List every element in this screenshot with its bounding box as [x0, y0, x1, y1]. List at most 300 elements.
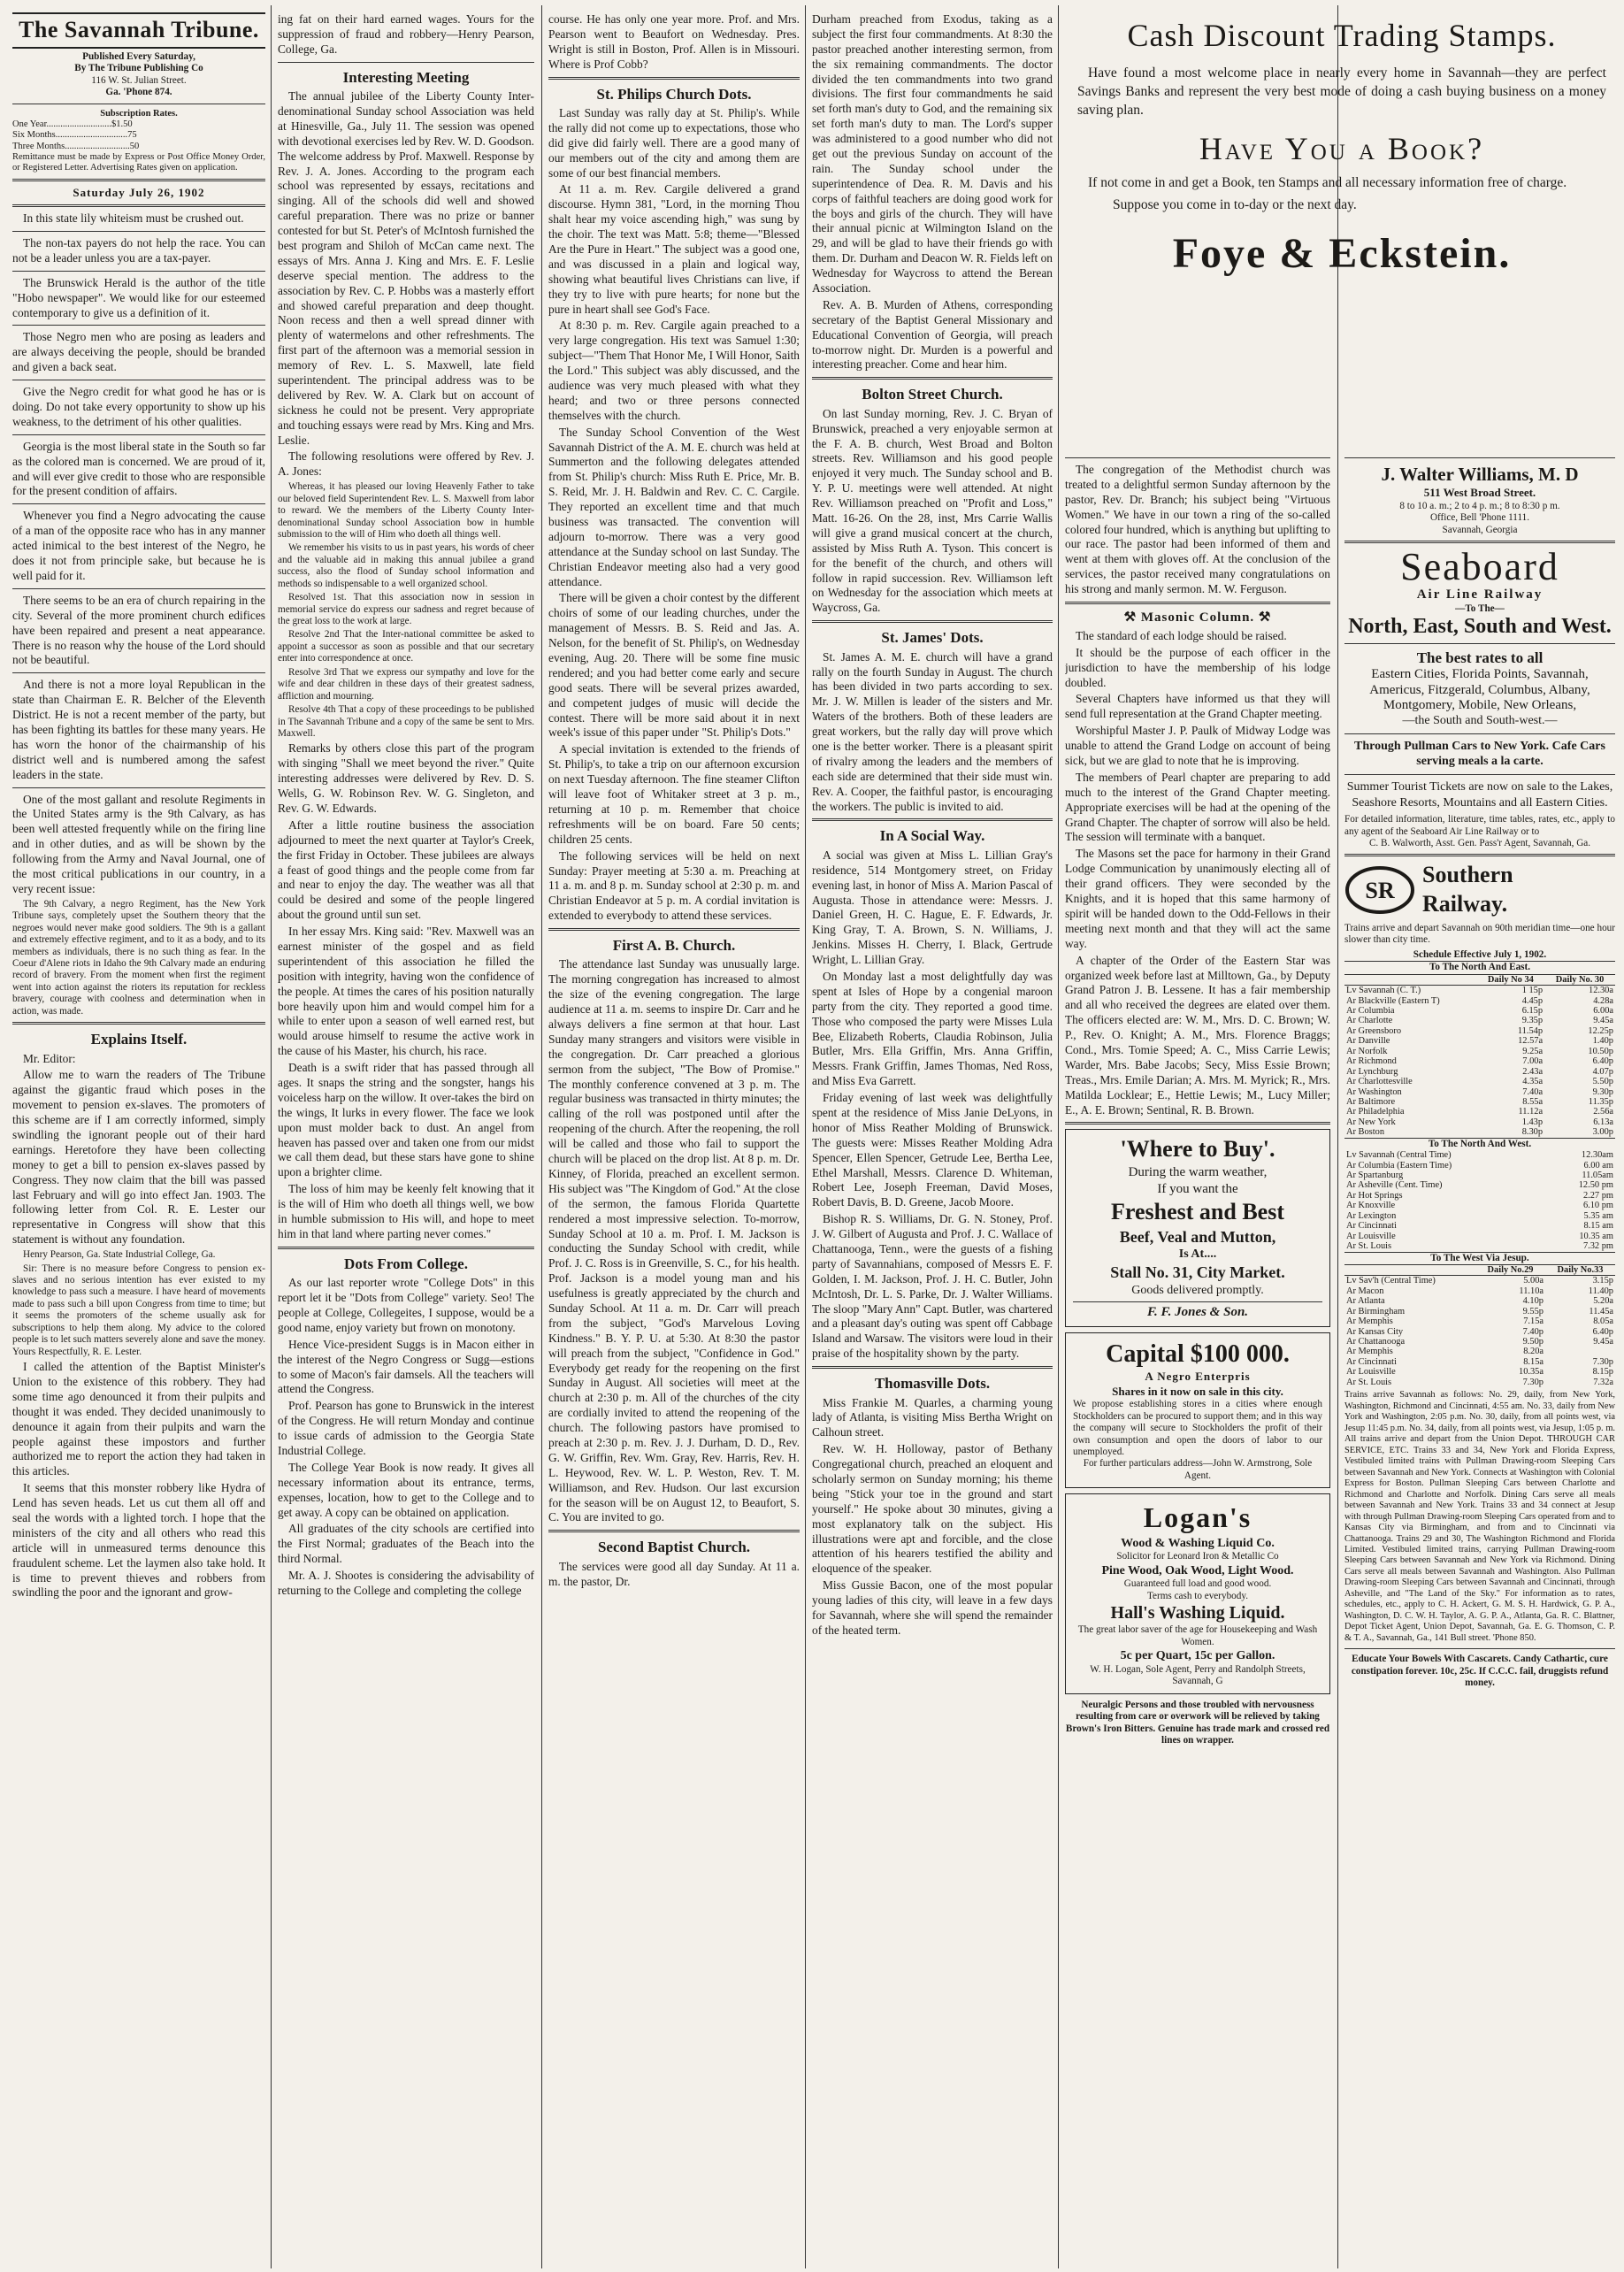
article-paragraph: The members of Pearl chapter are preparing to add much to the interest of the Grand Chapter meeting. Appropriate exercises will be had at the opening of the Grand Chapter. The chapter of sorrow will also be held. The session will terminate with a banquet. [1065, 770, 1330, 844]
editorial-paragraph: One of the most gallant and resolute Regiments in the United States army is the 9th Calvary, as has been well attested frequently while on the firing line and in other duties, and as will be shown by the following from the Army and Naval Journal, one of the most critical publications in our country, in a very recent issue: [12, 792, 265, 895]
schedule-time: 7.30p [1522, 1377, 1544, 1387]
article-paragraph: At 8:30 p. m. Rev. Cargile again preached to a very large congregation. His text was Samuel 1:30; subject—"Them That Honor Me, I Will Honor, Saith the Lord." This subject was ably discussed, and the audience was very much pleased with what they heard; and two or three persons connected themselves with the church. [548, 319, 800, 422]
schedule-table-west [1344, 1264, 1615, 1387]
southern-head: Southern [1422, 862, 1513, 888]
schedule-station: Ar Hot Springs [1346, 1190, 1403, 1201]
article-paragraph: Friday evening of last week was delightfully spent at the residence of Miss Janie DeLyons, in honor of Miss Reather Molding of Brunswick. The guests were: Misses Reather Molding Adra Spencer, Ellen Spencer, Getrude Lee, Bertha Lee, Ethel Marshall, Messrs. Clarence D. Whiteman, Robert Lee, Joseph Freeman, David Moses, Robert Davis, B. D. Greene, Jacob Moore. [812, 1091, 1053, 1209]
schedule-time: 9.25a [1522, 1046, 1544, 1056]
article-paragraph: Bishop R. S. Williams, Dr. G. N. Stoney, Prof. J. W. Gilbert of Augusta and Prof. J. C. Wallace of Chattanooga, Tenn., were the guests of a fishing party of Savannahians, composed of Messrs E. F. Golden, I. M. Jackson, Prof. J. H. C. Butler, John McIntosh, Dr. L. S. Parke, Dr. J. Walter Williams. The sloop "Mary Ann" Capt. Butler, was chartered and a pleasant day's outing was spent off Cabbage Island and Warsaw. The visitors were loud in their praise of the hospitality shown by the party. [812, 1212, 1053, 1361]
masthead-published: Published Every Saturday, [82, 50, 195, 62]
schedule-row [1344, 1016, 1615, 1025]
schedule-row [1344, 1221, 1615, 1231]
section-heading: Interesting Meeting [342, 68, 470, 86]
schedule-time: 2.56a [1593, 1107, 1613, 1117]
schedule-time: 6.40p [1592, 1056, 1613, 1067]
column-rule [271, 5, 272, 2268]
masonic-compass-icon: ⚒ [1254, 610, 1272, 626]
section-heading: First A. B. Church. [612, 937, 736, 955]
schedule-row [1344, 1047, 1615, 1056]
resolution-text: Whereas, it has pleased our loving Heavenly Father to take our beloved field Superintendent Rev. L. S. Maxwell from labor to reward. We the members of the Liberty County Inter-denominational Sunday school Association bow in humble submission to the will of Him who doeth all things well. [278, 481, 534, 540]
article-paragraph: Several Chapters have informed us that they will send full representation at the Grand Chapter meeting. [1065, 692, 1330, 721]
schedule-time: 4.10p [1522, 1296, 1544, 1307]
resolution-text: Resolved 1st. That this association now in session in memorial service do express our sadness and regret because of the great loss to the work at large. [278, 592, 534, 627]
schedule-time: 3.00p [1592, 1127, 1613, 1138]
ad-line: Terms cash to everybody. [1146, 1590, 1249, 1601]
article-paragraph: All graduates of the city schools are certified into the First Normal; graduates of the Beach into the third Normal. [278, 1522, 534, 1566]
schedule-station: Ar Louisville [1346, 1367, 1396, 1378]
schedule-time: 11.40p [1588, 1286, 1613, 1296]
article-paragraph: A social was given at Miss L. Lillian Gray's residence, 514 Montgomery street, on Friday evening last, in honor of Miss A. Marion Pascal of Augusta. Those in attendance were: Messrs. J. Daniel Green, H. C. Hague, E. F. Edwards, Jr. King Gray, T. A. Brown, S. N. Williams, J. Jenkins. Misses H. Cherry, I. Black, Gertrude Wright, L. Lillian Gray. [812, 848, 1053, 967]
rate-note: Remittance must be made by Express or Post Office Money Order, or Registered Letter. Advertising Rates given on application. [12, 152, 265, 173]
schedule-time: 9.35p [1521, 1016, 1544, 1026]
schedule-station: Ar Greensboro [1346, 1025, 1402, 1036]
masthead-phone: Ga. 'Phone 874. [105, 87, 172, 98]
schedule-station: Ar Columbia (Eastern Time) [1346, 1160, 1452, 1171]
army-journal-quote: The 9th Calvary, a negro Regiment, has the New York Tribune says, completely upset the Southern theory that the negroes would never make good soldiers. The 9th is a gallant and extremely effective regiment, and to it as a body, and to its members as individuals, there is no such thing as fear. In the Coeur d'Alene riots in Idaho the 9th Calvary made an enduring record of bravery. From the moment when first the regiment went into action against the rioters its reputation for reckless bravery, courage with coolness and determination when in action, was made. [12, 898, 265, 1017]
article-paragraph: Mr. Editor: [23, 1051, 76, 1065]
southern-header [1344, 861, 1615, 919]
schedule-station: Ar Charlotte [1346, 1016, 1393, 1026]
schedule-section-heading: To The North And East. [1344, 961, 1615, 973]
article-paragraph: It should be the purpose of each officer in the jurisdiction to have the membership of his lodge doubled. [1065, 645, 1330, 689]
rate-line: Six Months...............................75 [12, 130, 137, 141]
column-5 [1065, 453, 1330, 2263]
schedule-row [1344, 1191, 1615, 1201]
seaboard-tourist: Summer Tourist Tickets are now on sale to the Lakes, Seashore Resorts, Mountains and all Eastern Cities. [1346, 779, 1613, 810]
article-paragraph: The following services will be held on next Sunday: Prayer meeting at 5:30 a. m. Preaching at 11 a. m. and 8 p. m. Sunday school at 2:30 p. m. and Christian Endeavor at 5 p. m. A cordial invitation is extended to everybody to attend these services. [548, 848, 800, 923]
ad-firm: F. F. Jones & Son. [1073, 1301, 1322, 1321]
ad-heading: Hall's Washing Liquid. [1110, 1603, 1285, 1623]
schedule-row [1344, 1087, 1615, 1097]
article-paragraph: In her essay Mrs. King said: "Rev. Maxwell was an earnest minister of the gospel and as field superintendent of this association he filled the position with integrity, having won the confidence of the people. At times the cares of his position naturally bore heavily upon him and would compel him for a while to enter upon a season of well earned rest, but would arouse himself to resume the active work in the cause of his Master, his church, his race. [278, 925, 534, 1058]
article-paragraph: Rev. W. H. Holloway, pastor of Bethany Congregational church, preached an eloquent and scholarly sermon on Sunday morning; his theme being "Stick your toe in the ground and start yourself." He spoke about 30 minutes, giving a most explanatory talk on the subject. His illustrations were apt and forcible, and the close attention of his hearers testified the ability and eloquence of the speaker. [812, 1442, 1053, 1576]
article-paragraph: The attendance last Sunday was unusually large. The morning congregation has increased to almost the size of the evening congregation. The large audience at 11 a. m. seems to inspire Dr. Carr and he always delivers a fine sermon at that hour. Last Sunday many strangers and visitors were visible in the congregation. Dr. Carr preached a glorious sermon from the subject, "The Bow of Promise." The monthly conference convened at 3 p. m. The regular business was transacted in thirty minutes; the calling of the roll was postponed until after the reopening of the church. After the reopening, the roll will be called and those who fail to support the church will be placed on the drop list. At 8 p. m. Dr. Kinney, of Florida, preached an excellent sermon. His subject was "The Kingdom of God." At the close of the sermon, the famous Florida Quartette rendered a most impressive selection. To-morrow, Sunday School at 10 a. m. Prof. I. M. Jackson is conducting the Sunday School with credit, while Prof. J. C. Ross is in Greenville, S. C., for his health. Prof. Jackson is a model young man and his usefulness is greatly appreciated by the church and Sunday School. At 11 a. m. Dr. Carr will preach from the subject, "God's Marvelous Loving Kindness." B. Y. P. U. at 5:30. At 8:30 the pastor will preach from the subject, "Confidence in God." Everybody get ready for the reopening on the first Sunday in August. All societies will meet at the church at 2:30 p. m. All of the churches of the city are cordially invited to attend the reopening of the church. The following pastors have promised to preach at 2:30 p. m. Rev. J. J. Durham, D. D., Rev. G. W. Griffin, Rev. Wm. Gray, Rev. Harris, Rev. H. L. Heywood, Rev. W. L. P. Weston, Rev. T. M. Williamson, and Rev. Hudson. Our last excursion for the season will be on August 12, to Beaufort, S. C. You are invited to go. [548, 957, 800, 1524]
schedule-station: Ar Richmond [1346, 1056, 1397, 1067]
schedule-table-northwest [1344, 1150, 1615, 1251]
ad-heading: 'Where to Buy'. [1120, 1136, 1275, 1163]
schedule-header-cell [1344, 1264, 1475, 1275]
book-body: Suppose you come in to-day or the next day. [1113, 197, 1357, 213]
article-paragraph: As our last reporter wrote "College Dots" in this report let it be "Dots from College" variety. Seo! The people at College, Collegeites, I suppose, would be a good name, enjoy variety but frown on monotony. [278, 1276, 534, 1334]
schedule-station: Ar Spartanburg [1346, 1171, 1404, 1181]
schedule-row [1344, 1056, 1615, 1066]
article-paragraph: The annual jubilee of the Liberty County Inter-denominational Sunday school Association was held at Hinesville, Ga., July 11. The session was opened with devotional exercises led by Rev. W. D. Goodson. The welcome address by Prof. Maxwell. Response by Rev. J. A. Jones. According to the program each school was represented by essays, recitations and singing. All of the schools did well and showed careful preparation. There was no prize or banner contested for but St. Peter's of McIntosh furnished the best program and Shiloh of McCan came next. The essays of Mrs. Anna J. King and Mrs. E. F. Leslie deserve special mention. The address to the association by Rev. C. P. Hobbs was a masterly effort and showed careful preparation and deep thought. Noon recess and then a well spread dinner with plenty of watermelons and other refreshments. The first part of the afternoon was a memorial session in memory of Rev. L. S. Maxwell, late field superintendent. The principal address was to be delivered by Rev. W. A. Clark but on account of sickness he could not be present. Very appropriate and touching essays were read by Mrs. King and Mrs. Leslie. [278, 89, 534, 447]
schedule-time: 12.25p [1588, 1025, 1613, 1036]
schedule-station: Ar Blackville (Eastern T) [1346, 995, 1440, 1006]
schedule-time: 10.35a [1519, 1367, 1544, 1378]
schedule-station: Ar Cincinnati [1346, 1221, 1397, 1232]
schedule-station: Lv Savannah (Central Time) [1346, 1150, 1452, 1161]
schedule-station: Ar St. Louis [1346, 1241, 1392, 1252]
schedule-time: 8.15p [1592, 1367, 1613, 1378]
book-heading: Have You a Book? [1199, 131, 1485, 167]
schedule-notes: Trains arrive Savannah as follows: No. 29, daily, from New York, Washington, Richmond and Cincinnati, 4:55 am. No. 33, daily from New York and Washington, 2:05 p.m. No. 30, daily, from all points west, via Jesup 11:45 p.m. No. 34, daily, from all points west, via Jesup, 1:05 p. m. All trains arrive and depart from the Union Depot. THROUGH CAR SERVICE, ETC. Trains 33 and 34, New York and Florida Express, Vestibuled limited trains with Pullman Drawing-room Sleeping Cars between Savannah and New York. Connects at Washington with Colonial Express for Boston. Pullman Sleeping Cars between Charlotte and Richmond and Charlotte and Norfolk. Dining Cars serve all meals between Savannah and New York. Trains 33 and 34 connect at Jesup with through Pullman Drawing-room Sleeping Cars operated from and to Kansas City via Birmingham, and from and to Cincinnati via Chattanooga. Trains 29 and 30, The Washington Richmond and Florida Limited. Vestibuled limited trains, carrying Pullman Drawing-room Sleeping Cars between Savannah and New York via Richmond. Dining Cars serve all meals between Savannah and Washington. Also Pullman Drawing-room Sleeping Cars between Savannah and Cincinnati, through Asheville, and "The Land of the Sky." For information as to rates, schedules, etc., apply to C. H. Ackert, G. M. S. H. Hardwick, G. P. A., Washington, D. C. W. H. Taylor, A. G. P. A., Atlanta, Ga. R. C. Blattner, Depot Ticket Agent, Union Depot, Savannah, Ga. E. G. Thomson, C. P. & T. A., Savannah, Ga., 141 Bull street. 'Phone 850. [1344, 1390, 1615, 1643]
schedule-station: Ar Chattanooga [1346, 1337, 1406, 1347]
editorial-paragraph: Those Negro men who are posing as leaders and are always deceiving the people, should be branded and given a back seat. [12, 330, 265, 374]
article-paragraph: The Sunday School Convention of the West Savannah District of the A. M. E. church was held at Summerton and the following delegates attended from St. Philip's church: Miss Ruth E. Price, Mr. B. S. Reid, Mr. J. H. Baldwin and Rev. C. C. Cargile. They reported an excellent time and that much business was transacted. The convention will adjourn to-morrow. There was a very good attendance at the Sunday school on last Sunday. The Christian Endeavor meeting also had a very good attendance. [548, 425, 800, 588]
schedule-row [1344, 1327, 1615, 1337]
schedule-row [1344, 1367, 1615, 1377]
ad-line: Wood & Washing Liquid Co. [1121, 1536, 1275, 1550]
schedule-row [1344, 1296, 1615, 1306]
schedule-time: 8.20a [1523, 1347, 1544, 1357]
schedule-header-cell: Daily No.29 [1475, 1264, 1545, 1275]
schedule-header-cell: Daily No 34 [1477, 974, 1544, 985]
schedule-station: Ar Memphis [1346, 1316, 1393, 1327]
seaboard-title: Seaboard [1400, 545, 1559, 589]
schedule-time: 12.30am [1581, 1150, 1613, 1161]
schedule-time: 6.00 am [1583, 1160, 1613, 1171]
editorial-paragraph: In this state lily whiteism must be crushed out. [23, 211, 244, 226]
schedule-row [1344, 986, 1615, 996]
editorial-paragraph: Georgia is the most liberal state in the South so far as the colored man is concerned. We are proud of it, and will ever give credit to those who are responsible for the present condition of affairs. [12, 439, 265, 498]
editorial-paragraph: Whenever you find a Negro advocating the cause of a man of the opposite race who has in any manner acted inimical to the best interest of the Negro, he does it not from principle sake, but because he is well paid for it. [12, 509, 265, 582]
schedule-station: Ar Washington [1346, 1086, 1402, 1097]
schedule-station: Lv Sav'h (Central Time) [1346, 1276, 1436, 1286]
schedule-header-row [1344, 974, 1615, 985]
column-rule [1058, 5, 1059, 2268]
schedule-row [1344, 1006, 1615, 1016]
schedule-row [1344, 1127, 1615, 1137]
resolution-text: Resolve 4th That a copy of these proceedings to be published in The Savannah Tribune and a copy of the same be sent to Mrs. Maxwell. [278, 704, 534, 739]
ad-line: If you want the [1157, 1182, 1238, 1197]
schedule-row [1344, 1357, 1615, 1367]
schedule-time: 11.54p [1517, 1025, 1544, 1036]
schedule-station: Ar St. Louis [1346, 1377, 1392, 1387]
letter-body: Sir: There is no measure before Congress to pension ex-slaves and no serious intention has ever existed to my knowledge to pass such a measure. I have heard of movements made to pass such a bill upon Congress from time to time; but it seems the promoters of the scheme usually ask for subscriptions to help them along. My advice to the colored people is to let such matters severely alone and save the money. Yours Respectfully, R. E. Lester. [12, 1263, 265, 1357]
column-3 [548, 12, 800, 2263]
schedule-station: Ar Louisville [1346, 1231, 1396, 1241]
schedule-time: 5.35 am [1583, 1210, 1613, 1221]
section-heading: Dots From College. [344, 1255, 468, 1272]
seaboard-to: —To The— [1455, 603, 1505, 615]
seaboard-south: —the South and South-west.— [1402, 714, 1558, 728]
schedule-title: Schedule Effective July 1, 1902. [1413, 948, 1547, 960]
schedule-time: 7.15a [1523, 1316, 1544, 1327]
schedule-time: 2.43a [1522, 1066, 1544, 1077]
schedule-row [1344, 1211, 1615, 1221]
schedule-station: Ar Cincinnati [1346, 1356, 1397, 1367]
ad-line: Is At.... [1178, 1247, 1217, 1262]
ad-line: Goods delivered promptly. [1131, 1283, 1264, 1297]
schedule-time [1545, 1347, 1615, 1356]
schedule-time: 11.45a [1589, 1306, 1613, 1316]
schedule-row [1344, 1171, 1615, 1180]
schedule-time: 5.50p [1592, 1077, 1613, 1087]
schedule-station: Ar Philadelphia [1346, 1107, 1405, 1117]
masthead-publisher: By The Tribune Publishing Co [74, 63, 203, 74]
schedule-time: 1 15p [1521, 986, 1544, 996]
schedule-table-north [1344, 974, 1615, 1138]
editorial-paragraph: Give the Negro credit for what good he has or is doing. Do not take every opportunity to show up his weakness, to the detriment of his other qualities. [12, 385, 265, 428]
schedule-section-heading: To The North And West. [1344, 1138, 1615, 1150]
article-paragraph: The College Year Book is now ready. It gives all necessary information about its entrance, terms, expenses, location, how to get to the College and to get away. A copy can be obtained on application. [278, 1460, 534, 1519]
schedule-time: 4.07p [1592, 1066, 1613, 1077]
article-paragraph: On last Sunday morning, Rev. J. C. Bryan of Brunswick, preached a very enjoyable sermon at the F. A. B. church, West Broad and Bolton streets. Rev. Williamson and his good people enjoyed it very much. The Sunday school and B. Y. P. U. meetings were well attended. At night Rev. Williamson preached on "Profit and Loss," Matt. 16-26. On the 28, inst, Mrs Carrie Wallis will give a grand musical concert at the church, assisted by Miss Ruth A. Tyson. This concert is for the benefit of the church, and others will follow in rapid succession. Rev. Williamson left on Wednesday for the association which meets at Waycross, Ga. [812, 406, 1053, 615]
schedule-station: Ar Lynchburg [1346, 1066, 1398, 1077]
article-paragraph: Death is a swift rider that has passed through all ages. It snaps the string and the songster, hangs his voiceless harp on the willow. It over-takes the bird on the wings, It lurks in every flower. The face we look upon must molder back to dust. An angel from heaven has passed over and taken one from our midst we call them dead, but these stars have gone to shine upon a brighter clime. [278, 1061, 534, 1179]
schedule-time: 4.35a [1522, 1077, 1544, 1087]
schedule-time: 9.45a [1593, 1016, 1613, 1026]
schedule-row [1344, 1241, 1615, 1251]
article-paragraph: Last Sunday was rally day at St. Philip's. While the rally did not come up to expectations, those who did give did fairly well. There are a good many of our members out of the city and among them are some of our best financial members. [548, 105, 800, 180]
ad-line: Stall No. 31, City Market. [1110, 1263, 1285, 1281]
seaboard-info: For detailed information, literature, time tables, rates, etc., apply to any agent of the Seaboard Air Line Railway or to [1344, 814, 1615, 837]
article-paragraph: The loss of him may be keenly felt knowing that it is the will of Him who doeth all things well, we bow in humble submission to His will, and hope to meet him in that land where parting never comes." [278, 1182, 534, 1240]
schedule-time: 3.15p [1592, 1276, 1613, 1286]
schedule-row [1344, 1180, 1615, 1190]
masonic-heading-label: Masonic Column. [1140, 610, 1255, 626]
schedule-time: 6.40p [1592, 1326, 1613, 1337]
resolution-text: Resolve 3rd That we express our sympathy and love for the wife and dear children in these days of their greatest sadness, affliction and mourning. [278, 666, 534, 702]
editorial-paragraph: The non-tax payers do not help the race. You can not be a leader unless you are a tax-payer. [12, 236, 265, 265]
schedule-station: Lv Savannah (C. T.) [1346, 986, 1421, 996]
article-paragraph: A chapter of the Order of the Eastern Star was organized week before last at Milltown, Ga., by Deputy Grand Patron J. B. Lessene. It has a fair membership and all who received the degrees are elated over them. The officers elected are: W. M., Mrs. D. C. Brown; W. P., Rev. O. Knight; A. M., Mrs. Florence Braggs; Cond., Mrs. Tomie Speed; A. C., Miss Carrie Lewis; Warder, Mrs. Babe Jacobs; Secy, Miss Essie Brown; Treas., Mrs. Emile Darian; A. Mrs. M. Myrick; R., Mrs. Matilda Locklear; E., Hettie Lewis; M., Lucy Miller; E., A. E. Brown; Sentinal, R. B. Brown. [1065, 953, 1330, 1117]
section-heading: St. Philips Church Dots. [596, 85, 752, 103]
schedule-time: 7.40p [1522, 1326, 1544, 1337]
schedule-row [1344, 1107, 1615, 1117]
schedule-time: 4.45p [1521, 995, 1544, 1006]
column-2 [278, 12, 534, 2263]
article-paragraph: Mr. A. J. Shootes is considering the advisability of returning to the College and completing the college [278, 1569, 534, 1598]
article-paragraph: Allow me to warn the readers of The Tribune against the gigantic fraud which poses in the movement to pension ex-slaves. The promoters of this scheme are if I am correctly informed, simply swindling the ignorant people out of their hard earnings. Heretofore they have been collecting money to get a bill to pension ex-slaves passed by Congress. They now claim that the bill was passed last February and will go into effect Jan. 1903. The following letter from Col. R. E. Lester our representative in Congress will show that this statement is without any foundation. [12, 1068, 265, 1247]
svg-text:SR: SR [1365, 878, 1395, 904]
schedule-time: 8.15 am [1583, 1221, 1613, 1232]
editorial-paragraph: There seems to be an era of church repairing in the city. Several of the more prominent church edifices have been repaired and present a neat appearance. There is no reason why the house of the Lord should not be beautiful. [12, 593, 265, 667]
section-heading: Second Baptist Church. [597, 1539, 751, 1556]
article-paragraph: I called the attention of the Baptist Minister's Union to the existence of this robbery. They had some time ago denounced it from their pulpits and thought it was ended. They decided unanimously to denounce it again from their pulpits and warn the people against these impostors and further authorized me to report the action they had taken in this articles. [12, 1360, 265, 1478]
schedule-time: 8.30p [1521, 1127, 1544, 1138]
schedule-time: 5.00a [1523, 1276, 1544, 1286]
editorial-paragraph: And there is not a more loyal Republican in the state than Chairman E. R. Belcher of the Eleventh District. He is not a recent member of the party, but has been fighting its battles for these many years. He has worn the honor of the chairmanship of his district well and is numbered among the safest leaders in the state. [12, 678, 265, 781]
schedule-header-cell: Daily No. 30 [1544, 974, 1615, 985]
cascarets-ad: Educate Your Bowels With Cascarets. Candy Cathartic, cure constipation forever. 10c, 25c. If C.C.C. fail, druggists refund money. [1351, 1654, 1609, 1689]
schedule-station: Ar New York [1346, 1117, 1396, 1127]
schedule-time: 8.55a [1522, 1096, 1544, 1107]
rate-line: Three Months............................50 [12, 141, 140, 151]
schedule-row [1344, 1150, 1615, 1160]
schedule-row [1344, 1036, 1615, 1046]
schedule-time: 2.27 pm [1582, 1190, 1613, 1201]
schedule-row [1344, 1117, 1615, 1127]
doctor-hours: 8 to 10 a. m.; 2 to 4 p. m.; 8 to 8:30 p m. [1399, 500, 1560, 511]
schedule-time: 11.12a [1518, 1107, 1544, 1117]
schedule-time: 7.40a [1522, 1086, 1544, 1097]
schedule-time: 11.05am [1582, 1171, 1613, 1181]
article-paragraph: The Masons set the pace for harmony in their Grand Lodge Communication by unanimously electing all of their grand officers. They were seconded by the Knights, and it is hoped that this same harmony of spirit will be handed down to the Odd-Fellows in their meeting next month and that they will act the same way. [1065, 847, 1330, 950]
ad-body: We propose establishing stores in a cities where enough Stockholders can be procured to support them; and in this way the company will secure to Stockholders the profit of their own consumption and open the doors of labor to our unemployed. [1073, 1399, 1322, 1457]
article-paragraph: ing fat on their hard earned wages. Yours for the suppression of fraud and robbery—Henry Pearson, College, Ga. [278, 12, 534, 56]
logan-ad [1065, 1493, 1330, 1693]
schedule-row [1344, 1067, 1615, 1077]
schedule-time: 1.40p [1592, 1036, 1613, 1047]
schedule-time: 9.30p [1592, 1086, 1613, 1097]
issue-date: Saturday July 26, 1902 [73, 185, 205, 199]
doctor-city: Savannah, Georgia [1442, 524, 1518, 535]
masthead-title: The Savannah Tribune. [12, 12, 265, 49]
column-rule [805, 5, 806, 2268]
ad-line: W. H. Logan, Sole Agent, Perry and Randolph Streets, Savannah, G [1090, 1663, 1306, 1687]
schedule-time: 8.15a [1523, 1356, 1544, 1367]
schedule-station: Ar Boston [1346, 1127, 1385, 1138]
southern-railway-logo-icon [1344, 865, 1415, 915]
article-paragraph: St. James A. M. E. church will have a grand rally on the fourth Sunday in August. The church has been divided in two parts according to sex. Mr. J. W. Millen is leader of the sisters and Mr. Waters of the brothers. Both of these leaders are great workers, but the rally day will prove which one is the better worker. There is a pleasant spirit of rivalry among the leaders and the members of each side are determined that their side must win. Rev. A. Cooper, the faithful pastor, is encouraging the workers. The public is invited to aid. [812, 649, 1053, 813]
editorial-paragraph: The Brunswick Herald is the author of the title "Hobo newspaper". We would like for our esteemed contemporary to give us a definition of it. [12, 275, 265, 319]
where-to-buy-ad [1065, 1129, 1330, 1327]
capital-ad [1065, 1332, 1330, 1488]
schedule-time: 7.30p [1592, 1356, 1613, 1367]
article-paragraph: course. He has only one year more. Prof. and Mrs. Pearson went to Beaufort on Wednesday. Pres. Wright is still in Boston, Prof. Allen is in Missouri. Where is Prof Cobb? [548, 12, 800, 71]
schedule-time: 9.45a [1593, 1337, 1613, 1347]
ad-title: Freshest and Best [1111, 1198, 1284, 1224]
schedule-time: 12.30a [1589, 986, 1613, 996]
book-body: If not come in and get a Book, ten Stamps and all necessary information free of charge. [1088, 175, 1567, 191]
schedule-time: 9.50p [1522, 1337, 1544, 1347]
article-paragraph: Miss Gussie Bacon, one of the most popular young ladies of this city, will leave in a few days for Savannah, where she will spend the remainder of the heated term. [812, 1578, 1053, 1637]
doctor-name: J. Walter Williams, M. D [1381, 464, 1579, 485]
article-paragraph: After a little routine business the association adjourned to meet the next quarter at Taylor's Creek, the first Friday in October. These jubilees are always a feast of good things and the people come from far and near to enjoy the day. The weather was all that could be desired and some of the people lingered about the ground until sun set. [278, 817, 534, 922]
masthead-address: 116 W. St. Julian Street. [91, 74, 187, 86]
schedule-header-cell: Daily No.33 [1545, 1264, 1615, 1275]
rates-title: Subscription Rates. [100, 108, 178, 119]
resolution-text: Resolve 2nd That the Inter-national committee be asked to appoint a successor as soon as possible and that our secretary enter into correspondence at once. [278, 629, 534, 664]
schedule-row [1344, 1286, 1615, 1296]
column-1 [12, 12, 265, 2263]
column-6 [1344, 453, 1615, 2263]
schedule-row [1344, 1201, 1615, 1210]
schedule-time: 11.35p [1588, 1096, 1613, 1107]
schedule-station: Ar Danville [1346, 1036, 1390, 1047]
article-paragraph: Remarks by others close this part of the program with singing "Shall we meet beyond the river." Quite interesting addresses were delivered by Rev. D. S. Wells, G. W. Robinson Rev. W. G. Singleton, and Rev. G. W. Edwards. [278, 741, 534, 815]
doctor-address: 511 West Broad Street. [1423, 486, 1536, 500]
section-heading: Thomasville Dots. [874, 1375, 991, 1393]
schedule-row [1344, 1161, 1615, 1171]
schedule-time: 12.50 pm [1578, 1180, 1613, 1191]
schedule-station: Ar Knoxville [1346, 1201, 1396, 1211]
article-paragraph: The congregation of the Methodist church was treated to a delightful sermon Sunday afternoon by the pastor, Rev. Dr. Branch; his subject being "Virtuous Women." We have in our town a ring of the so-called colored four hundred, which is anything but uplifting to our race. The pastor had been informed of them and went at them with gloves off. At the conclusion of the services, the pastor received many congratulations on his strong and manly sermon. M. W. Ferguson. [1065, 463, 1330, 596]
schedule-time: 8.05a [1593, 1316, 1613, 1327]
schedule-row [1344, 1077, 1615, 1086]
doctor-office: Office, Bell 'Phone 1111. [1429, 512, 1530, 524]
schedule-time: 1.43p [1521, 1117, 1544, 1127]
column-rule [541, 5, 542, 2268]
schedule-row [1344, 1097, 1615, 1107]
article-paragraph: The standard of each lodge should be raised. [1076, 628, 1287, 642]
ad-heading: Capital $100 000. [1106, 1340, 1290, 1369]
seaboard-rates: The best rates to all [1416, 649, 1544, 666]
schedule-station: Ar Kansas City [1346, 1326, 1404, 1337]
masonic-heading [1065, 610, 1330, 626]
ad-line: Beef, Veal and Mutton, [1119, 1227, 1276, 1246]
schedule-station: Ar Columbia [1346, 1006, 1395, 1017]
schedule-time: 6.15p [1521, 1006, 1544, 1017]
schedule-row [1344, 1276, 1615, 1286]
article-paragraph: Worshipful Master J. P. Paulk of Midway Lodge was unable to attend the Grand Lodge on account of being sick, but we are glad to note that he is improving. [1065, 724, 1330, 768]
article-paragraph: The following resolutions were offered by Rev. J. A. Jones: [278, 449, 534, 479]
southern-rail: Railway. [1422, 891, 1508, 917]
schedule-station: Ar Birmingham [1346, 1306, 1406, 1316]
stamps-heading: Cash Discount Trading Stamps. [1127, 18, 1557, 53]
article-paragraph: There will be given a choir contest by the different choirs of some of our leading churches, under the management of Messrs. B. S. Reid and Jas. A. Nelson, for the benefit of St. Philip's, on Wednesday evening, Aug. 20. There will be some fine music rendered; and you had better come early and secure good seats. There will be several prizes awarded, and competent judges of music will decide the contest. There will be more said about it in next week's issue of this paper under "St. Philip's Dots." [548, 591, 800, 740]
schedule-row [1344, 1347, 1615, 1356]
ad-line: The great labor saver of the age for Housekeeping and Wash Women. [1077, 1624, 1318, 1647]
schedule-station: Ar Charlottesville [1346, 1077, 1413, 1087]
section-heading: St. James' Dots. [881, 629, 984, 647]
seaboard-pullman: Through Pullman Cars to New York. Cafe Cars serving meals a la carte. [1354, 739, 1605, 769]
neuralgic-ad: Neuralgic Persons and those troubled with nervousness resulting from care or overwork will be relieved by taking Brown's Iron Bitters. Genuine has trade mark and crossed red lines on wrapper. [1065, 1699, 1330, 1746]
schedule-time: 6.10 pm [1582, 1201, 1613, 1211]
ad-line: Guaranteed full load and good wood. [1123, 1578, 1272, 1590]
stamps-body: Have found a most welcome place in nearly every home in Savannah—they are perfect Savings Banks and represent the very best mode of doing a cash buying business on a money saving plan. [1077, 65, 1606, 119]
schedule-time: 4.28a [1593, 995, 1613, 1006]
masonic-compass-icon: ⚒ [1123, 610, 1141, 626]
schedule-section-heading: To The West Via Jesup. [1344, 1252, 1615, 1264]
ad-line: Pine Wood, Oak Wood, Light Wood. [1101, 1563, 1294, 1577]
ad-heading: Logan's [1143, 1501, 1252, 1534]
trading-stamps-ad [1065, 12, 1619, 455]
article-paragraph: Rev. A. B. Murden of Athens, corresponding secretary of the Baptist General Missionary and Educational Convention of Georgia, will preach to-morrow night. Dr. Murden is a powerful and interesting preacher. Come and hear him. [812, 297, 1053, 372]
schedule-station: Ar Atlanta [1346, 1296, 1385, 1307]
schedule-station: Ar Memphis [1346, 1347, 1393, 1357]
schedule-row [1344, 1337, 1615, 1347]
article-paragraph: Durham preached from Exodus, taking as a subject the first four commandments. At 8:30 the pastor preached another interesting sermon, from the six remaining commandments. The doctor divided the ten commandments into two grand divisions. The first four commandments he said set forth man's duty to God, and the remaining six set forth man's duty to man. The Lord's supper was administered to a good number who did not get out the previous Sunday on account of the rain. The Sunday school under the superintendence of Dea. R. M. Davis and his corps of faithful teachers are doing good work for the boys and girls of the church. They will have their annual picnic at Wilmington Island on the 29, and will be glad to have their friends go with them. Dr. Durham and Deacon W. R. Fields left on Wednesday for Waycross to attend the Berean Association. [812, 12, 1053, 296]
section-heading: Bolton Street Church. [862, 386, 1003, 403]
resolution-text: We remember his visits to us in past years, his words of cheer and the valuable aid in making this annual jubilee a grand success, also the flood of Sunday school information and methods so indispensable to a well organized school. [278, 542, 534, 589]
schedule-time: 6.13a [1593, 1117, 1613, 1127]
schedule-station: Ar Asheville (Cent. Time) [1346, 1180, 1443, 1191]
schedule-time: 6.00a [1593, 1006, 1613, 1017]
schedule-time: 10.50p [1588, 1046, 1613, 1056]
schedule-station: Ar Baltimore [1346, 1096, 1396, 1107]
schedule-station: Ar Norfolk [1346, 1046, 1388, 1056]
schedule-time: 10.35 am [1579, 1231, 1613, 1241]
article-paragraph: A special invitation is extended to the friends of St. Philip's, to take a trip on our afternoon excursion on next Tuesday afternoon. The fine steamer Clifton will leave foot of Whitaker street at 3 p. m., returning at 10 p. m. Remember that choice refreshments will be on board. Fare 50 cents; children 25 cents. [548, 742, 800, 846]
schedule-time: 11.10a [1519, 1286, 1544, 1296]
seaboard-directions: North, East, South and West. [1348, 615, 1612, 639]
schedule-time: 9.55p [1522, 1306, 1544, 1316]
seaboard-sub: Air Line Railway [1416, 587, 1544, 603]
schedule-time: 7.32a [1593, 1377, 1613, 1387]
article-paragraph: At 11 a. m. Rev. Cargile delivered a grand discourse. Hymn 381, "Lord, in the morning Thou shalt hear my voice ascending high," was sung by the choir. The text was Matt. 5:8; theme—"Blessed Are the Pure in Heart." The subject was a good one, and was discussed in a plain and logical way, showing what beautiful lives Christians can live, if they try to live with pure hearts; for none but the pure in heart shall see God's Face. [548, 182, 800, 316]
ad-line: Shares in it now on sale in this city. [1112, 1384, 1283, 1398]
schedule-time: 5.20a [1593, 1296, 1613, 1307]
ad-line: Solicitor for Leonard Iron & Metallic Co [1116, 1551, 1279, 1562]
southern-note: Trains arrive and depart Savannah on 90th meridian time—one hour slower than city time. [1344, 922, 1615, 946]
ad-line: During the warm weather, [1128, 1165, 1268, 1180]
seaboard-cities: Eastern Cities, Florida Points, Savannah, Americus, Fitzgerald, Columbus, Albany, Montgomery, Mobile, New Orleans, [1369, 667, 1590, 712]
schedule-row [1344, 1316, 1615, 1326]
section-heading: In A Social Way. [879, 827, 985, 845]
article-paragraph: Hence Vice-president Suggs is in Macon either in the interest of the Negro Congress or Sugg—estions to some of Macon's fair damsels. All the teachers will attend the Congress. [278, 1337, 534, 1396]
seaboard-agent: C. B. Walworth, Asst. Gen. Pass'r Agent, Savannah, Ga. [1368, 838, 1591, 849]
letter-line: Henry Pearson, Ga. State Industrial College, Ga. [23, 1249, 216, 1261]
schedule-row [1344, 996, 1615, 1006]
schedule-header-cell [1344, 974, 1477, 985]
rate-line: One Year............................$1.50 [12, 119, 133, 129]
schedule-row [1344, 1378, 1615, 1387]
article-paragraph: Prof. Pearson has gone to Brunswick in the interest of the Congress. He will return Monday and continue to issue cards of admission to the Georgia State Industrial College. [278, 1399, 534, 1458]
foye-eckstein-logo: Foye & Eckstein. [1172, 230, 1512, 278]
schedule-station: Ar Macon [1346, 1286, 1384, 1296]
section-heading: Explains Itself. [90, 1031, 188, 1048]
schedule-row [1344, 1026, 1615, 1036]
article-paragraph: On Monday last a most delightfully day was spent at Isles of Hope by a congenial maroon party from the city. They reported a good time. Those who composed the party were Misses Lula Bee, Elizabeth Roberts, Claudia Robinson, Julia Butler, Mrs. Ella Griffin, Mrs. Anna Griffin, Messrs. Frank Griffin, James Thomas, Ned Ross, and Miss Eva Garrett. [812, 969, 1053, 1088]
column-4 [812, 12, 1053, 2263]
article-paragraph: It seems that this monster robbery like Hydra of Lend has seven heads. Let us cut them all off and seal the words with a lighted torch. I hope that the ministers of the city and all others who read this article will in unmeasured terms denounce this fraudulent scheme. Let the laymen also take hold. It is time to prevent thieves and robbers from swindling the poor and the ignorant and grow- [12, 1481, 265, 1600]
schedule-time: 7.32 pm [1582, 1241, 1613, 1252]
schedule-row [1344, 1307, 1615, 1316]
schedule-station: Ar Lexington [1346, 1210, 1397, 1221]
